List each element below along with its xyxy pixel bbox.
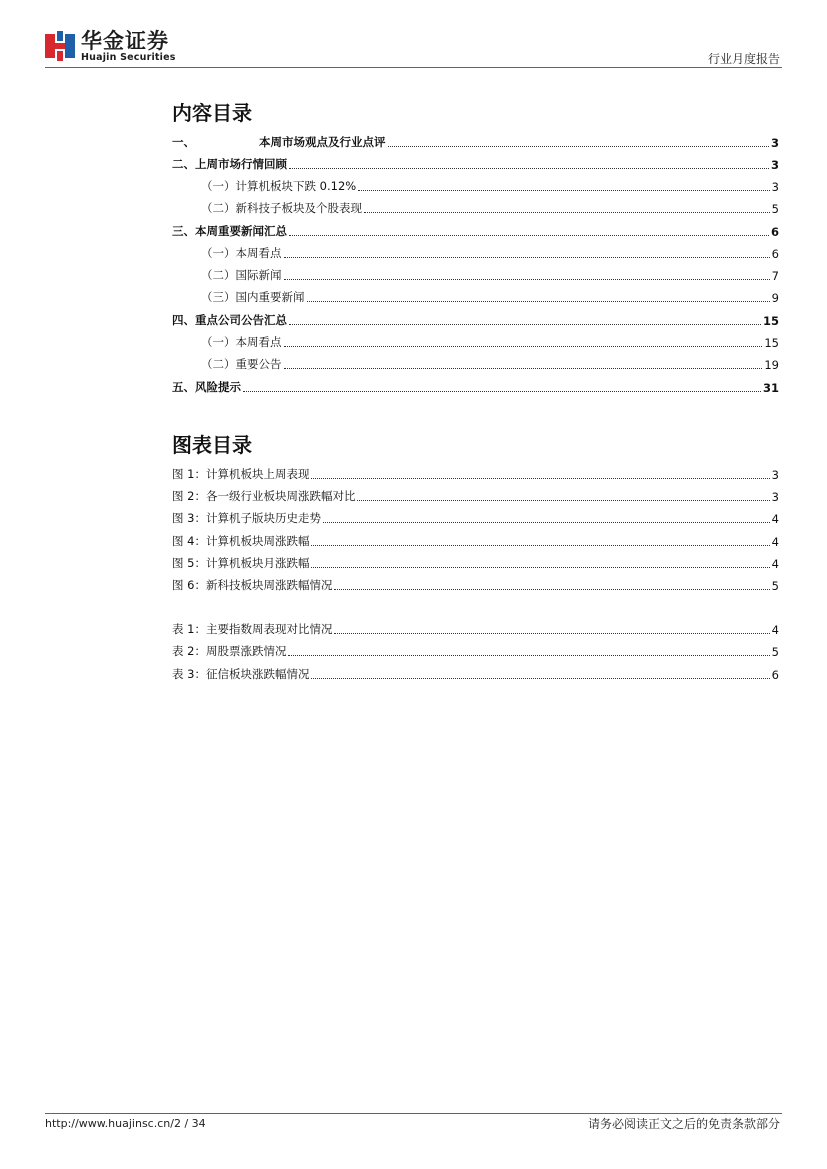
toc-subentry[interactable]	[201, 245, 779, 261]
figure-entry-page: 4	[771, 535, 779, 549]
toc-entry-label: 三、本周重要新闻汇总	[172, 224, 287, 238]
dot-leader	[334, 633, 769, 634]
toc-entry-label: （三）国内重要新闻	[201, 290, 305, 304]
toc-entry-label: 二、上周市场行情回顾	[172, 157, 287, 171]
toc-entry-page: 7	[771, 269, 779, 283]
toc-entry-label: 五、风险提示	[172, 380, 241, 394]
figure-entry[interactable]	[172, 488, 779, 504]
figure-entry-label: 图 3：计算机子版块历史走势	[172, 511, 321, 525]
dot-leader	[284, 368, 763, 369]
toc-entry-page: 3	[770, 158, 779, 172]
figure-entry[interactable]	[172, 466, 779, 482]
toc-subentry[interactable]	[201, 289, 779, 305]
dot-leader	[307, 301, 770, 302]
toc-entry-label: （二）重要公告	[201, 357, 282, 371]
toc-entry-page: 5	[771, 202, 779, 216]
toc-entry-page: 6	[770, 225, 779, 239]
toc-subentry[interactable]	[201, 356, 779, 372]
figure-entry[interactable]	[172, 510, 779, 526]
figure-entry[interactable]	[172, 555, 779, 571]
table-entry-label: 表 3：征信板块涨跌幅情况	[172, 667, 310, 681]
figure-entry-label: 图 1：计算机板块上周表现	[172, 467, 310, 481]
table-entry-label: 表 2：周股票涨跌情况	[172, 644, 287, 658]
footer-divider	[45, 1113, 782, 1114]
dot-leader	[388, 146, 769, 147]
dot-leader	[289, 168, 769, 169]
dot-leader	[284, 279, 770, 280]
table-entry[interactable]	[172, 666, 779, 682]
dot-leader	[311, 478, 769, 479]
toc-entry-number: 一、	[172, 135, 195, 149]
dot-leader	[289, 235, 769, 236]
report-type: 行业月度报告	[707, 52, 780, 66]
footer-url-page: http://www.huajinsc.cn/2 / 34	[45, 1117, 206, 1130]
company-logo	[45, 29, 185, 65]
toc-entry-label: （一）本周看点	[201, 246, 282, 260]
table-entry-page: 5	[771, 645, 779, 659]
toc-subentry[interactable]	[201, 334, 779, 350]
toc-title: 内容目录	[172, 101, 252, 125]
toc-entry-label: 四、重点公司公告汇总	[172, 313, 287, 327]
toc-entry[interactable]	[172, 223, 779, 239]
toc-entry-label: 本周市场观点及行业点评	[259, 135, 386, 149]
logo-chinese-name: 华金证券	[81, 29, 169, 53]
header-divider	[45, 67, 782, 68]
dot-leader	[243, 391, 761, 392]
toc-entry[interactable]	[172, 156, 779, 172]
toc-entry-page: 15	[764, 336, 779, 350]
figure-entry-label: 图 2：各一级行业板块周涨跌幅对比	[172, 489, 356, 503]
dot-leader	[284, 346, 763, 347]
dot-leader	[311, 678, 769, 679]
dot-leader	[284, 257, 770, 258]
figure-entry-page: 3	[771, 468, 779, 482]
figure-entry-page: 5	[771, 579, 779, 593]
toc-entry[interactable]	[172, 312, 779, 328]
toc-entry-page: 31	[762, 381, 779, 395]
toc-subentry[interactable]	[201, 178, 779, 194]
table-entry-page: 4	[771, 623, 779, 637]
table-entry[interactable]	[172, 621, 779, 637]
toc-entry-label: （一）本周看点	[201, 335, 282, 349]
figure-entry-page: 4	[771, 557, 779, 571]
figure-entry-label: 图 4：计算机板块周涨跌幅	[172, 534, 310, 548]
dot-leader	[311, 567, 769, 568]
table-entry-label: 表 1：主要指数周表现对比情况	[172, 622, 333, 636]
toc-subentry[interactable]	[201, 200, 779, 216]
figure-entry-page: 3	[771, 490, 779, 504]
dot-leader	[364, 212, 770, 213]
figures-title: 图表目录	[172, 433, 252, 457]
footer-disclaimer: 请务必阅读正文之后的免责条款部分	[587, 1117, 780, 1131]
toc-entry-page: 19	[764, 358, 779, 372]
table-entry-page: 6	[771, 668, 779, 682]
dot-leader	[357, 500, 769, 501]
toc-entry-label: （二）国际新闻	[201, 268, 282, 282]
toc-entry-page: 6	[771, 247, 779, 261]
dot-leader	[288, 655, 769, 656]
figure-entry-label: 图 6：新科技板块周涨跌幅情况	[172, 578, 333, 592]
toc-entry-page: 3	[770, 136, 779, 150]
figure-entry-page: 4	[771, 512, 779, 526]
dot-leader	[334, 589, 769, 590]
toc-entry-page: 15	[762, 314, 779, 328]
figure-entry[interactable]	[172, 533, 779, 549]
toc-subentry[interactable]	[201, 267, 779, 283]
table-entry[interactable]	[172, 643, 779, 659]
toc-entry-label: （二）新科技子板块及个股表现	[201, 201, 362, 215]
logo-english-name: Huajin Securities	[81, 52, 176, 63]
huajin-logo-icon	[45, 31, 75, 61]
toc-entry-page: 3	[771, 180, 779, 194]
toc-entry[interactable]	[172, 134, 779, 150]
figure-entry-label: 图 5：计算机板块月涨跌幅	[172, 556, 310, 570]
dot-leader	[289, 324, 761, 325]
toc-entry[interactable]	[172, 379, 779, 395]
toc-entry-label: （一）计算机板块下跌 0.12%	[201, 179, 357, 193]
dot-leader	[323, 522, 770, 523]
toc-entry-page: 9	[771, 291, 779, 305]
dot-leader	[358, 190, 769, 191]
figure-entry[interactable]	[172, 577, 779, 593]
dot-leader	[311, 545, 769, 546]
